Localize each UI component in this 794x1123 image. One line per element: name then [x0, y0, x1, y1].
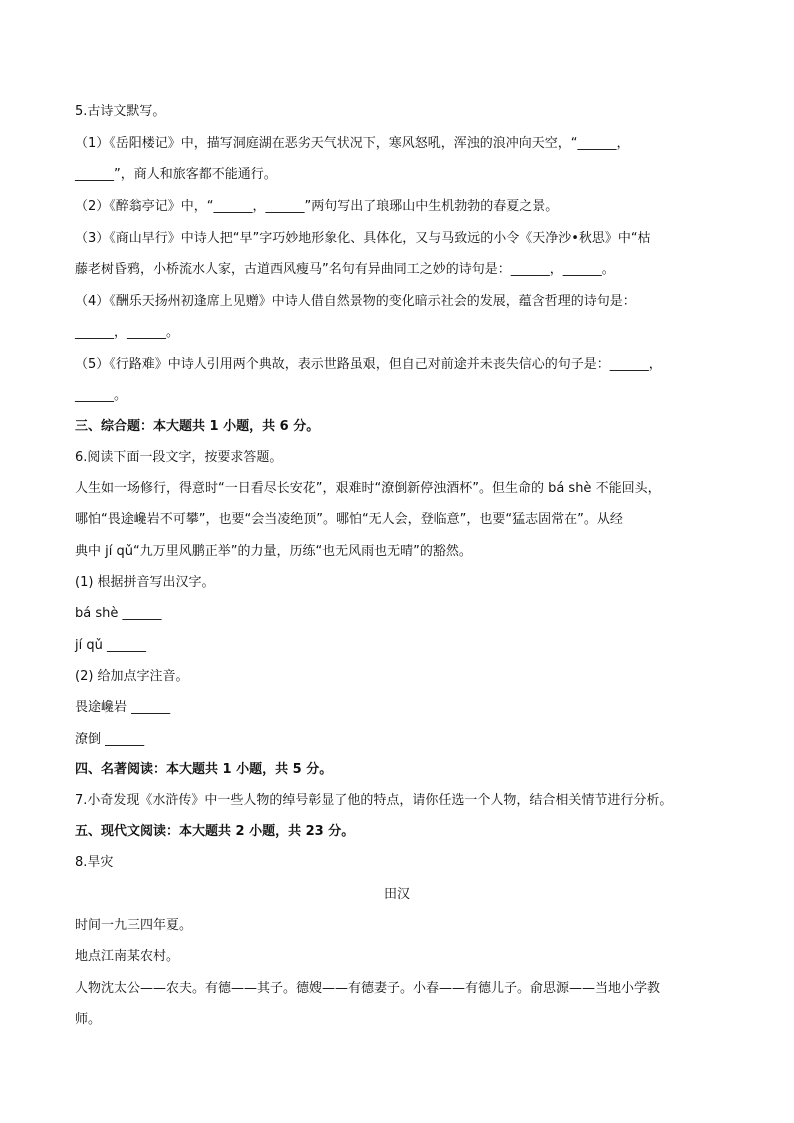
- q6-sub-2-b: 潦倒 ______: [75, 732, 145, 747]
- q5-2-line: （2）《醉翁亭记》中，“______，______”两句写出了琅琊山中生机勃勃的春夏之景。: [75, 199, 559, 214]
- q5-5-line-b: ______。: [75, 388, 128, 403]
- q5-title: 5.古诗文默写。: [75, 104, 166, 119]
- q8-people-line-a: 人物沈太公——农夫。有德——其子。德嫂——有德妻子。小春——有德儿子。俞思源——当地小学教: [75, 981, 661, 996]
- q6-sub-1: (1) 根据拼音写出汉字。: [75, 575, 215, 590]
- q5-5-line-a: （5）《行路难》中诗人引用两个典故，表示世路虽艰，但自己对前途并未丧失信心的句子是：______，: [75, 357, 662, 372]
- q6-sub-2-a: 畏途巉岩 ______: [75, 700, 171, 715]
- q6-passage-line-1: 人生如一场修行，得意时“一日看尽长安花”，艰难时“潦倒新停浊酒杯”。但生命的 bá shè 不能回头，: [75, 481, 661, 496]
- q6-sub-1-a: bá shè ______: [75, 606, 162, 621]
- q5-4-line-b: ______，______。: [75, 325, 180, 340]
- q6-title: 6.阅读下面一段文字，按要求答题。: [75, 450, 283, 465]
- q8-title: 8.旱灾: [75, 855, 114, 870]
- q6-passage-line-2: 哪怕“畏途巉岩不可攀”，也要“会当凌绝顶”。哪怕“无人会，登临意”，也要“猛志固常在”。从经: [75, 512, 623, 527]
- q8-place: 地点江南某农村。: [75, 949, 180, 964]
- q6-sub-1-b: jí qǔ ______: [75, 638, 146, 653]
- q7-line: 7.小奇发现《水浒传》中一些人物的绰号彰显了他的特点，请你任选一个人物，结合相关情节进行分析。: [75, 793, 673, 808]
- q5-3-line-b: 藤老树昏鸦，小桥流水人家，古道西风瘦马”名句有异曲同工之妙的诗句是：______，______。: [75, 262, 615, 277]
- q6-passage-line-3: 典中 jí qǔ“九万里风鹏正举”的力量，历练“也无风雨也无晴”的豁然。: [75, 544, 472, 559]
- q5-4-line-a: （4）《酬乐天扬州初逢席上见赠》中诗人借自然景物的变化暗示社会的发展，蕴含哲理的诗句是：: [75, 294, 636, 309]
- q8-time: 时间一九三四年夏。: [75, 918, 193, 933]
- q8-people-line-b: 师。: [75, 1012, 102, 1027]
- q6-sub-2: (2) 给加点字注音。: [75, 669, 189, 684]
- section-5-heading: 五、现代文阅读：本大题共 2 小题，共 23 分。: [75, 824, 355, 839]
- q5-1-line-b: ______”，商人和旅客都不能通行。: [75, 167, 277, 182]
- q8-author: 田汉: [383, 887, 410, 902]
- q5-3-line-a: （3）《商山早行》中诗人把“早”字巧妙地形象化、具体化，又与马致远的小令《天净沙•秋思》中“枯: [75, 231, 651, 246]
- q5-1-line-a: （1）《岳阳楼记》中，描写洞庭湖在恶劣天气状况下，寒风怒吼，浑浊的浪冲向天空，“______，: [75, 136, 630, 151]
- section-4-heading: 四、名著阅读：本大题共 1 小题，共 5 分。: [75, 762, 333, 777]
- section-3-heading: 三、综合题：本大题共 1 小题，共 6 分。: [75, 419, 320, 434]
